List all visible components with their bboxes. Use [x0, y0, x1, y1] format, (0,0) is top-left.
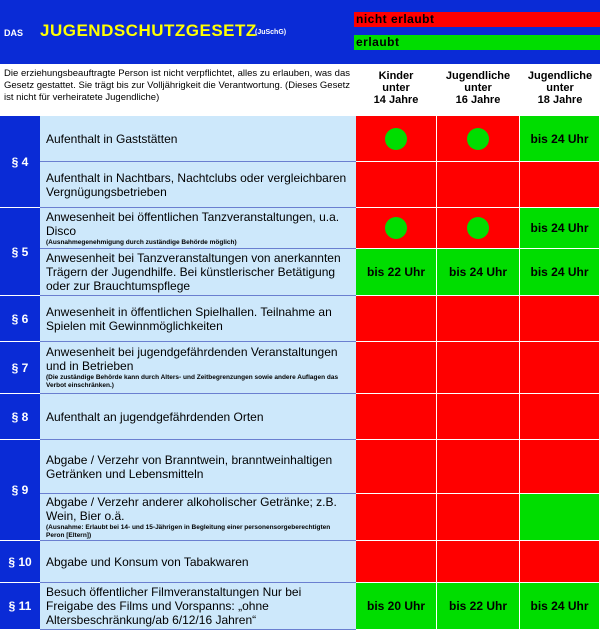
status-cell: [520, 249, 600, 296]
status-cell: [356, 208, 437, 249]
rule-text: Anwesenheit bei jugendgefährdenden Veranstaltungen und in Betrieben: [46, 345, 338, 373]
column-header-under-18: Jugendliche unter 18 Jahre: [527, 70, 593, 106]
status-cell: [437, 394, 520, 440]
time-limit-label: bis 22 Uhr: [448, 599, 508, 613]
legend-allowed: erlaubt: [354, 35, 600, 50]
rule-text: Anwesenheit bei Tanzveranstaltungen von anerkannten Trägern der Jugendhilfe. Bei künstlerischer Betätigung oder zur Brauchtumspflege: [46, 251, 341, 293]
rule-text: Abgabe und Konsum von Tabakwaren: [46, 554, 249, 569]
page-title: JUGENDSCHUTZGESETZ: [40, 21, 257, 40]
rule-description: [40, 394, 356, 440]
rule-description: [40, 342, 356, 394]
time-limit-label: bis 24 Uhr: [530, 599, 589, 613]
status-cell: [437, 116, 520, 162]
legend-box: [354, 0, 600, 64]
status-cell: [520, 208, 600, 249]
rule-text: Anwesenheit bei öffentlichen Tanzveranstaltungen, u.a. Disco: [46, 209, 340, 238]
status-cell: [437, 296, 520, 342]
title-prefix: DAS: [4, 28, 24, 38]
time-limit-label: bis 24 Uhr: [530, 265, 589, 279]
header-title-box: [0, 0, 354, 64]
rule-text: Anwesenheit in öffentlichen Spielhallen. Teilnahme an Spielen mit Gewinnmöglichkeiten: [46, 304, 332, 333]
rule-description: [40, 583, 356, 630]
status-cell: [437, 162, 520, 208]
status-cell: [520, 342, 600, 394]
rule-text: Abgabe / Verzehr von Branntwein, branntweinhaltigen Getränken und Lebensmitteln: [46, 452, 333, 481]
rule-description: [40, 249, 356, 296]
rule-description: [40, 116, 356, 162]
status-cell: [356, 116, 437, 162]
status-cell: [356, 249, 437, 296]
status-cell: [437, 583, 520, 630]
rule-description: [40, 440, 356, 494]
time-limit-label: bis 22 Uhr: [366, 265, 426, 279]
column-header-under-16: Jugendliche unter 16 Jahre: [445, 70, 511, 106]
section-label: § 11: [0, 583, 40, 630]
status-cell: [520, 494, 600, 541]
status-cell: [437, 208, 520, 249]
allowed-dot-icon: [385, 217, 407, 239]
status-cell: [356, 583, 437, 630]
status-cell: [437, 541, 520, 583]
column-header-under-14: Kinder unter 14 Jahre: [373, 70, 419, 106]
legend-not-allowed: nicht erlaubt: [354, 12, 600, 27]
rule-note: (Die zuständige Behörde kann durch Alters- und Zeitbegrenzungen sowie andere Auflagen das Verbot einschränken.): [46, 374, 339, 389]
rule-description: [40, 208, 356, 249]
status-cell: [520, 394, 600, 440]
allowed-dot-icon: [385, 128, 407, 150]
status-cell: [520, 541, 600, 583]
allowed-dot-icon: [467, 128, 489, 150]
time-limit-label: bis 24 Uhr: [448, 265, 508, 279]
status-cell: [437, 440, 520, 494]
section-label: § 10: [0, 541, 40, 583]
status-cell: [437, 342, 520, 394]
status-cell: [356, 342, 437, 394]
time-limit-label: bis 24 Uhr: [530, 221, 589, 235]
time-limit-label: bis 24 Uhr: [530, 131, 589, 146]
title-abbreviation: (JuSchG): [255, 29, 287, 36]
rule-description: [40, 494, 356, 541]
rule-description: [40, 541, 356, 583]
rule-text: Abgabe / Verzehr anderer alkoholischer Getränke; z.B. Wein, Bier o.ä.: [46, 494, 337, 523]
status-cell: [356, 541, 437, 583]
section-label: § 8: [0, 394, 40, 440]
status-cell: [437, 494, 520, 541]
section-label: § 9: [0, 440, 40, 541]
section-label: § 4: [0, 116, 40, 208]
rule-description: [40, 162, 356, 208]
status-cell: [356, 296, 437, 342]
section-label: § 7: [0, 342, 40, 394]
status-cell: [356, 494, 437, 541]
rule-text: Besuch öffentlicher Filmveranstaltungen Nur bei Freigabe des Films und Vorspanns: „ohne Altersbeschränkung/ab 6/12/16 Jahren“: [46, 585, 302, 627]
allowed-dot-icon: [467, 217, 489, 239]
time-limit-label: bis 20 Uhr: [366, 599, 426, 613]
status-cell: [520, 440, 600, 494]
section-label: § 6: [0, 296, 40, 342]
rule-note: (Ausnahme: Erlaubt bei 14- und 15-Jährigen in Begleitung einer personensorgeberechtigten Peron [Eltern]): [46, 523, 331, 539]
rule-text: Aufenthalt in Gaststätten: [46, 131, 178, 146]
status-cell: [356, 440, 437, 494]
status-cell: [437, 249, 520, 296]
status-cell: [520, 296, 600, 342]
intro-text: Die erziehungsbeauftragte Person ist nicht verpflichtet, alles zu erlauben, was das Gesetz gestattet. Sie trägt bis zur Volljährigkeit die Verantwortung. (Dieses Gesetz ist nicht für verheiratete Jugendliche): [4, 68, 350, 103]
section-label: § 5: [0, 208, 40, 296]
rule-text: Aufenthalt in Nachtbars, Nachtclubs oder vergleichbaren Vergnügungsbetrieben: [46, 170, 347, 199]
rule-text: Aufenthalt an jugendgefährdenden Orten: [46, 409, 264, 424]
status-cell: [356, 162, 437, 208]
status-cell: [520, 583, 600, 630]
status-cell: [356, 394, 437, 440]
rule-description: [40, 296, 356, 342]
status-cell: [520, 116, 600, 162]
rule-note: (Ausnahmegenehmigung durch zuständige Behörde möglich): [46, 238, 237, 246]
status-cell: [520, 162, 600, 208]
